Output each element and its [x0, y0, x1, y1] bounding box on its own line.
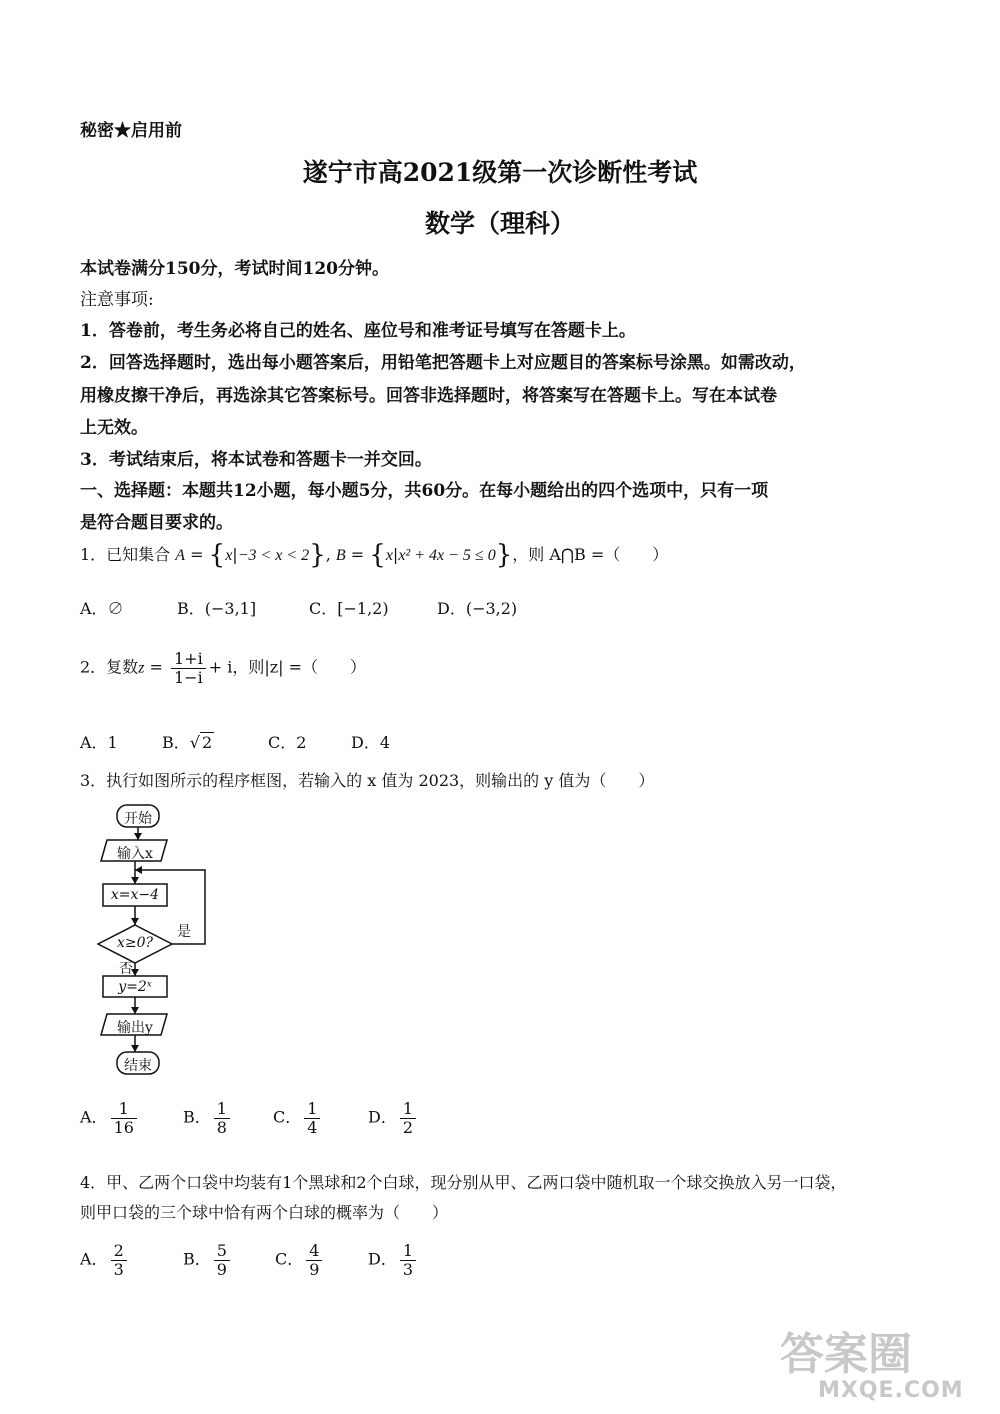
q1-set-a-name: A — [175, 547, 186, 564]
q3-option-a-label: A． — [80, 1107, 108, 1127]
q4-option-c — [275, 1242, 368, 1278]
flowchart-end: 结束 — [124, 1058, 152, 1074]
q1-set-a-cond: −3 < x < 2 — [237, 547, 310, 564]
q2-prefix: 2．复数 — [80, 657, 139, 677]
q4-option-b — [183, 1242, 275, 1278]
exam-title: 遂宁市高2021级第一次诊断性考试 — [302, 158, 698, 187]
notice-3: 3．考试结束后，将本试卷和答题卡一并交回。 — [80, 450, 432, 470]
flowchart-output: 输出y — [117, 1020, 153, 1036]
q2-option-b-label: B． — [162, 733, 190, 752]
q2-plus-i: + i — [208, 657, 233, 677]
question-4-stem-line2: 则甲口袋的三个球中恰有两个白球的概率为（ ） — [80, 1203, 449, 1222]
q4-option-a-label: A． — [80, 1249, 108, 1269]
q4-option-d-label: D． — [368, 1249, 397, 1269]
q3-option-a — [80, 1100, 183, 1136]
notice-2-line3: 上无效。 — [80, 418, 148, 438]
watermark-url: MXQE.COM — [818, 1378, 964, 1403]
q3-option-a-den: 16 — [113, 1117, 134, 1137]
q3-option-d — [368, 1100, 419, 1136]
q3-option-c-num: 1 — [304, 1100, 320, 1119]
score-line: 本试卷满分150分，考试时间120分钟。 — [80, 259, 389, 279]
secret-label: 秘密★启用前 — [80, 121, 182, 141]
q3-option-d-den: 2 — [402, 1117, 414, 1137]
q2-var: z — [138, 659, 145, 677]
q3-option-c-den: 4 — [307, 1117, 318, 1137]
q2-option-a: A．1 — [80, 733, 118, 752]
q4-option-a-num: 2 — [111, 1242, 127, 1261]
q3-option-b-num: 1 — [214, 1100, 230, 1119]
q1-option-a: A．∅ — [80, 599, 124, 618]
question-1-options — [80, 596, 517, 619]
q2-frac-den: 1−i — [174, 667, 203, 687]
question-3-stem: 3．执行如图所示的程序框图，若输入的 x 值为 2023，则输出的 y 值为（ ） — [80, 771, 655, 790]
q4-option-d — [368, 1242, 419, 1278]
q4-option-d-den: 3 — [402, 1259, 414, 1279]
q3-option-c — [273, 1100, 368, 1136]
q2-frac-num: 1+i — [171, 650, 206, 669]
section1-heading-line1: 一、选择题：本题共12小题，每小题5分，共60分。在每小题给出的四个选项中，只有一项 — [80, 481, 769, 501]
q2-suffix: ，则|z| =（ ） — [232, 657, 367, 677]
q4-option-c-num: 4 — [306, 1242, 322, 1261]
q3-option-d-label: D． — [368, 1107, 397, 1127]
question-2-options — [80, 730, 390, 753]
q2-option-b-radicand: 2 — [201, 733, 213, 752]
flowchart-assign: y=2ˣ — [118, 979, 152, 995]
q4-option-b-label: B． — [183, 1249, 211, 1269]
q4-option-a-den: 3 — [113, 1259, 124, 1279]
flowchart-no-label: 否 — [119, 961, 133, 977]
sqrt-symbol: √ 2 — [189, 733, 213, 752]
q2-option-b — [162, 730, 268, 753]
notice-1: 1．答卷前，考生务必将自己的姓名、座位号和准考证号填写在答题卡上。 — [80, 321, 636, 341]
question-2-stem: 2．复数z = $\frac{1+i}{1-i}$ + i，则|z| =（ ） — [80, 649, 367, 687]
q4-option-b-num: 5 — [214, 1242, 230, 1261]
flowchart-decision: x≥0? — [116, 935, 154, 951]
q3-option-c-label: C． — [273, 1107, 302, 1127]
question-3-options — [80, 1100, 419, 1136]
flowchart-yes-label: 是 — [177, 924, 191, 940]
q4-option-b-den: 9 — [216, 1259, 227, 1279]
q1-option-b: B．(−3,1] — [177, 599, 257, 618]
flowchart-input: 输入x — [117, 846, 153, 862]
q4-option-a — [80, 1242, 183, 1278]
q3-option-b-label: B． — [183, 1107, 211, 1127]
watermark-logo: 答案圈 — [780, 1329, 912, 1380]
q2-fraction — [171, 650, 206, 686]
q3-option-a-num: 1 — [111, 1100, 137, 1119]
q4-option-d-num: 1 — [400, 1242, 416, 1261]
q1-suffix: ，则 A⋂B =（ ） — [512, 545, 669, 564]
q1-prefix: 1．已知集合 — [80, 545, 171, 564]
q1-option-d: D．(−3,2) — [437, 599, 518, 618]
q3-option-b-den: 8 — [216, 1117, 227, 1137]
q2-option-d: D．4 — [351, 733, 391, 752]
q4-option-c-label: C． — [275, 1249, 304, 1269]
question-4-stem-line1: 4．甲、乙两个口袋中均装有1个黑球和2个白球，现分别从甲、乙两口袋中随机取一个球交换放入另一口袋， — [80, 1173, 847, 1192]
q2-option-c: C．2 — [268, 733, 307, 752]
question-4-options — [80, 1242, 419, 1278]
notice-2-line2: 用橡皮擦干净后，再选涂其它答案标号。回答非选择题时，将答案写在答题卡上。写在本试卷 — [80, 386, 777, 406]
q1-set-b-cond: x² + 4x − 5 ≤ 0 — [398, 547, 496, 564]
flowchart-process: x=x−4 — [110, 887, 160, 903]
q1-option-c: C．[−1,2) — [309, 599, 389, 618]
q1-set-b-name: B — [335, 547, 346, 564]
notice-2-line1: 2．回答选择题时，选出每小题答案后，用铅笔把答题卡上对应题目的答案标号涂黑。如需改动， — [80, 353, 806, 373]
notice-heading: 注意事项: — [80, 290, 154, 310]
flowchart-loop-line — [135, 870, 205, 944]
exam-subtitle: 数学（理科） — [424, 209, 575, 238]
section1-heading-line2: 是符合题目要求的。 — [80, 513, 233, 533]
q4-option-c-den: 9 — [309, 1259, 320, 1279]
q3-option-b — [183, 1100, 273, 1136]
question-1-stem: 1．已知集合 A = {x|−3 < x < 2}, B = {x|x² + 4x − 5 ≤ 0}，则 A⋂B =（ ） — [80, 540, 669, 570]
program-flowchart — [95, 800, 220, 1085]
q3-option-d-num: 1 — [400, 1100, 416, 1119]
flowchart-start: 开始 — [124, 811, 152, 827]
